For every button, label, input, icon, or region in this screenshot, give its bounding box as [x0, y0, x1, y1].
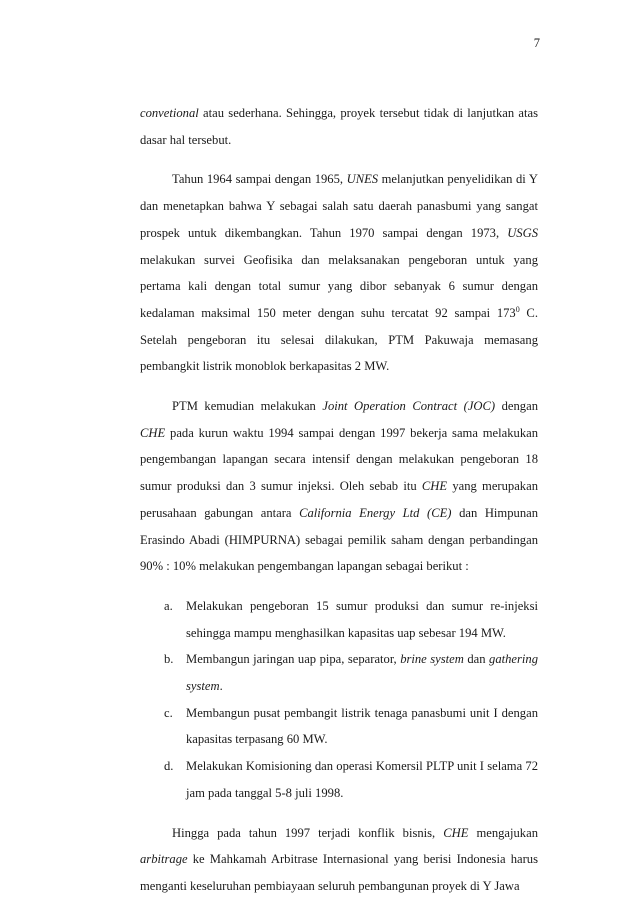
list-item-text — [186, 652, 538, 693]
list-item-text — [186, 759, 538, 800]
italic-term: gathering system — [186, 652, 538, 694]
list-item — [164, 753, 538, 806]
italic-term: CHE — [443, 825, 469, 840]
paragraph-2 — [140, 166, 538, 380]
list-item — [164, 646, 538, 699]
italic-term: CHE — [140, 425, 166, 440]
text-run: ke Mahkamah Arbitrase Internasional yang berisi Indonesia harus menganti keseluruhan pembiayaan seluruh pembangunan proyek di Y Jawa — [140, 852, 538, 893]
list-marker: b. — [164, 652, 174, 667]
paragraph-4 — [140, 820, 538, 900]
text-run: Melakukan Komisioning dan operasi Komersil PLTP unit I selama 72 jam pada tanggal 5-8 juli 1998. — [186, 759, 538, 800]
text-run: Melakukan pengeboran 15 sumur produksi dan sumur re-injeksi sehingga mampu menghasilkan kapasitas uap sebesar 194 MW. — [186, 598, 538, 640]
text-run: Membangun jaringan uap pipa, separator, — [186, 652, 401, 667]
italic-term: UNES — [346, 172, 379, 187]
document-body — [140, 100, 538, 913]
list-item-text — [186, 599, 538, 640]
list-marker: d. — [164, 759, 174, 774]
list-marker: c. — [164, 705, 173, 720]
superscript: 0 — [515, 304, 520, 314]
italic-term: brine system — [400, 652, 464, 667]
text-run: Tahun 1964 sampai dengan 1965, — [172, 172, 347, 187]
text-run: C. Setelah pengeboran itu selesai dilakukan, PTM Pakuwaja memasang pembangkit listrik monoblok berkapasitas 2 MW. — [140, 305, 538, 374]
text-run: dan — [463, 652, 490, 667]
italic-term: CHE — [421, 479, 448, 494]
italic-term: Joint Operation Contract (JOC) — [322, 399, 496, 414]
italic-term: convetional — [140, 106, 199, 120]
text-run: melanjutkan penyelidikan di Y dan menetapkan bahwa Y sebagai salah satu daerah panasbumi yang sangat prospek untuk dikembangkan. Tahun 1970 sampai dengan 1973, — [140, 172, 538, 240]
italic-term: USGS — [507, 225, 538, 240]
italic-term: California Energy Ltd (CE) — [299, 505, 452, 520]
text-run: . — [219, 679, 223, 694]
italic-term: arbitrage — [140, 852, 188, 867]
list-item-text — [186, 706, 538, 747]
text-run: Hingga pada tahun 1997 terjadi konflik bisnis, — [172, 825, 444, 840]
list-marker: a. — [164, 598, 173, 613]
text-run: dan Himpunan Erasindo Abadi (HIMPURNA) sebagai pemilik saham dengan perbandingan 90% : 10% melakukan pengembangan lapangan sebagai berikut : — [140, 505, 539, 574]
list-item — [164, 593, 538, 646]
text-run: yang merupakan perusahaan gabungan antara — [140, 479, 538, 520]
development-list — [140, 593, 538, 807]
paragraph-3 — [140, 393, 538, 580]
list-item — [164, 700, 538, 753]
text-run: PTM kemudian melakukan — [172, 399, 323, 414]
text-run: atau sederhana. Sehingga, proyek tersebut tidak di lanjutkan atas dasar hal tersebut. — [140, 106, 538, 147]
text-run: Membangun pusat pembangit listrik tenaga panasbumi unit I dengan kapasitas terpasang 60 MW. — [186, 705, 538, 747]
page-number: 7 — [533, 36, 540, 50]
paragraph-1 — [140, 100, 538, 153]
text-run: dengan — [495, 399, 538, 414]
text-run: mengajukan — [468, 825, 538, 840]
text-run: melakukan survei Geofisika dan melaksanakan pengeboran untuk yang pertama kali dengan total sumur yang dibor sebanyak 6 sumur dengan kedalaman maksimal 150 meter dengan suhu tercatat 92 sampai 173 — [140, 252, 538, 320]
text-run: pada kurun waktu 1994 sampai dengan 1997 bekerja sama melakukan pengembangan lapangan secara intensif dengan melakukan pengeboran 18 sumur produksi dan 3 sumur injeksi. Oleh sebab itu — [140, 425, 538, 494]
